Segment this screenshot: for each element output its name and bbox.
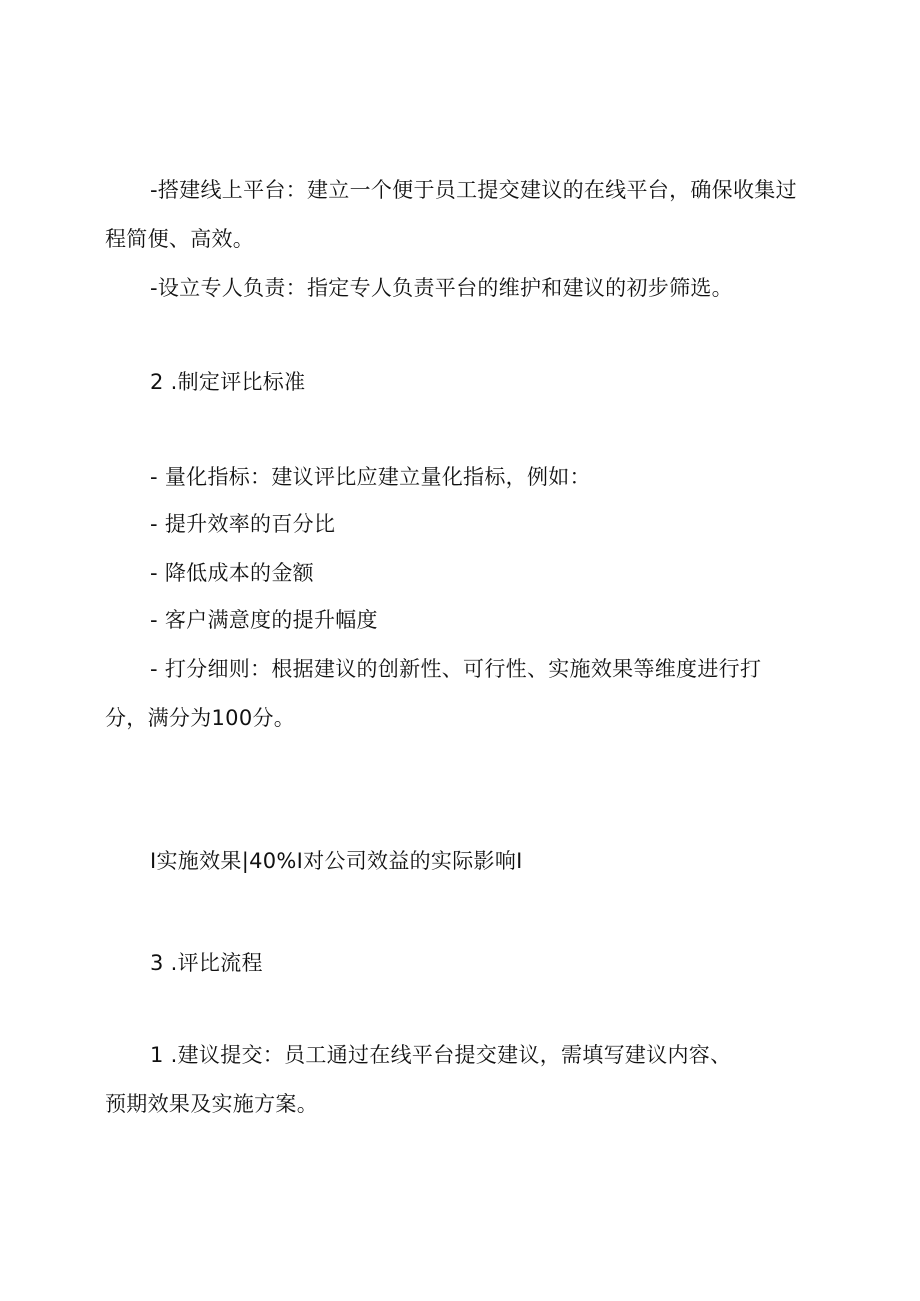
staff-item: -设立专人负责：指定专人负责平台的维护和建议的初步筛选。 (150, 276, 733, 300)
scoring-line-1: - 打分细则：根据建议的创新性、可行性、实施效果等维度进行打 (150, 657, 762, 681)
table-row-text: I实施效果|40%I对公司效益的实际影响I (150, 849, 523, 873)
quant-intro: - 量化指标：建议评比应建立量化指标，例如： (150, 465, 591, 489)
scoring-line-2: 分，满分为100分。 (105, 706, 296, 730)
quant-item-efficiency: - 提升效率的百分比 (150, 512, 336, 536)
quant-item-cost: - 降低成本的金额 (150, 561, 314, 585)
section-3-heading: 3 .评比流程 (150, 951, 263, 975)
platform-item-line-1: -搭建线上平台：建立一个便于员工提交建议的在线平台，确保收集过 (150, 178, 797, 202)
step-1-line-2: 预期效果及实施方案。 (105, 1092, 318, 1116)
section-2-heading: 2 .制定评比标准 (150, 370, 306, 394)
step-1-line-1: 1 .建议提交：员工通过在线平台提交建议，需填写建议内容、 (150, 1043, 732, 1067)
quant-item-satisfaction: - 客户满意度的提升幅度 (150, 608, 378, 632)
platform-item-line-2: 程简便、高效。 (105, 227, 255, 251)
